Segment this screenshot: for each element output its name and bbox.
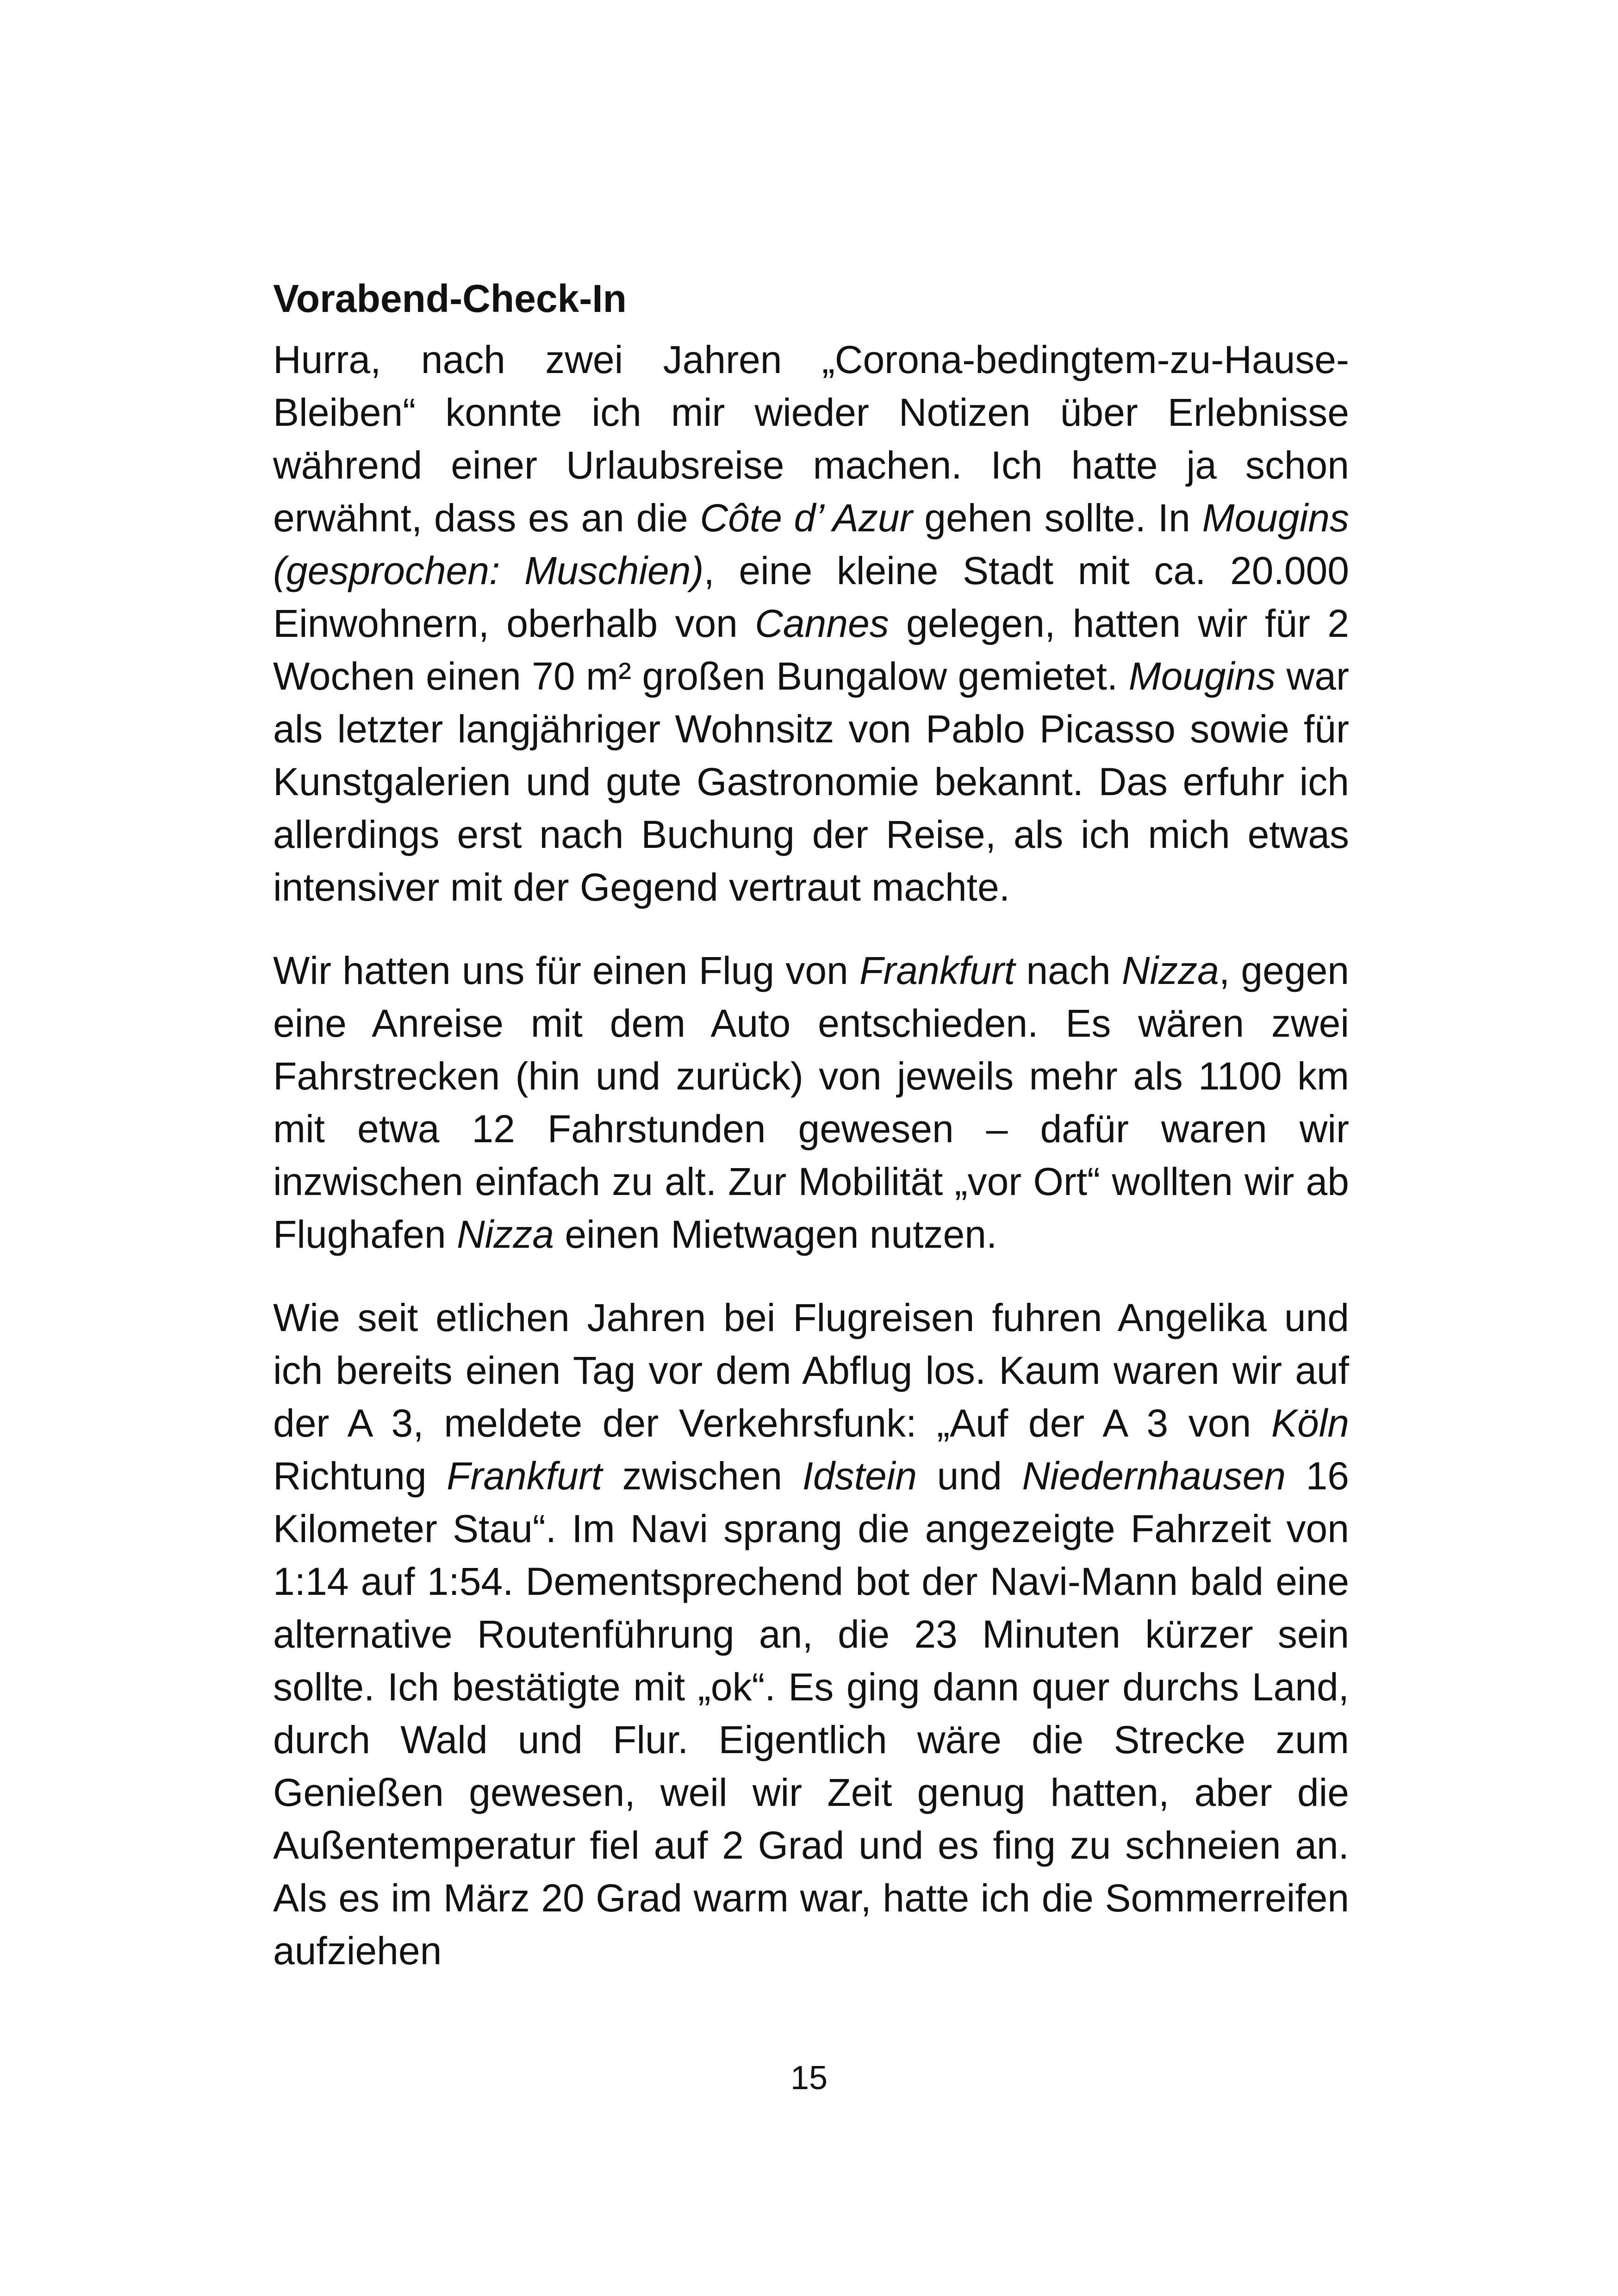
italic-run: Mougins (gesprochen: Muschien) [273, 496, 1350, 592]
italic-run: Frankfurt [859, 949, 1015, 992]
italic-run: Nizza [1121, 949, 1219, 992]
text-run: 16 Kilometer Stau“. Im Navi sprang die angezeigte Fahrzeit von 1:14 auf 1:54. Dementsprechend bot der Navi-Mann bald eine alternative Routenführung an, die 23 Minuten kürzer sein sollte. Ich bestätigte mit „ok“. Es ging dann quer durchs Land, durch Wald und Flur. Eigentlich wäre die Strecke zum Genießen gewesen, weil wir Zeit genug hatten, aber die Außentemperatur fiel auf 2 Grad und es fing zu schneien an. Als es im März 20 Grad warm war, hatte ich die Sommerreifen aufziehen [273, 1454, 1350, 1972]
italic-run: Köln [1271, 1401, 1349, 1445]
text-run: zwischen [602, 1454, 803, 1498]
italic-run: Côte d’ Azur [700, 496, 913, 540]
text-run: gelegen, hatten wir für 2 Wochen einen 70 m² großen Bungalow gemietet. [273, 602, 1349, 698]
text-run: gehen sollte. In [912, 496, 1202, 540]
text-run: und [917, 1454, 1022, 1498]
text-run: nach [1015, 949, 1122, 992]
italic-run: Idstein [802, 1454, 917, 1498]
italic-run: Niedernhausen [1022, 1454, 1286, 1498]
page-number: 15 [790, 2060, 828, 2097]
text-run: war als letzter langjähriger Wohnsitz von Pablo Picasso sowie für Kunstgalerien und gute Gastronomie bekannt. Das erfuhr ich allerdings erst nach Buchung der Reise, als ich mich etwas intensiver mit der Gegend vertraut machte. [273, 654, 1349, 909]
italic-run: Cannes [755, 602, 889, 645]
text-run: Wir hatten uns für einen Flug von [273, 949, 860, 992]
text-run: Richtung [273, 1454, 447, 1498]
page-body [273, 273, 1349, 1977]
text-run: einen Mietwagen nutzen. [554, 1213, 997, 1256]
italic-run: Frankfurt [447, 1454, 603, 1498]
text-run: , gegen eine Anreise mit dem Auto entschieden. Es wären zwei Fahrstrecken (hin und zurück) von jeweils mehr als 1100 km mit etwa 12 Fahrstunden gewesen – dafür waren wir inzwischen einfach zu alt. Zur Mobilität „vor Ort“ wollten wir ab Flughafen [273, 949, 1350, 1256]
paragraph-2 [273, 944, 1349, 1261]
italic-run: Nizza [456, 1213, 554, 1256]
chapter-heading: Vorabend-Check-In [273, 277, 627, 320]
paragraph-1 [273, 333, 1349, 914]
text-run: Wie seit etlichen Jahren bei Flugreisen fuhren Angelika und ich bereits einen Tag vor dem Abflug los. Kaum waren wir auf der A 3, meldete der Verkehrsfunk: „Auf der A 3 von [273, 1296, 1349, 1445]
paragraph-3 [273, 1291, 1349, 1977]
text-run: Hurra, nach zwei Jahren „Corona-bedingtem-zu-Hause-Bleiben“ konnte ich mir wieder Notizen über Erlebnisse während einer Urlaubsreise machen. Ich hatte ja schon erwähnt, dass es an die [273, 338, 1349, 540]
text-run: , eine kleine Stadt mit ca. 20.000 Einwohnern, oberhalb von [273, 549, 1349, 645]
italic-run: Mougins [1128, 654, 1276, 698]
